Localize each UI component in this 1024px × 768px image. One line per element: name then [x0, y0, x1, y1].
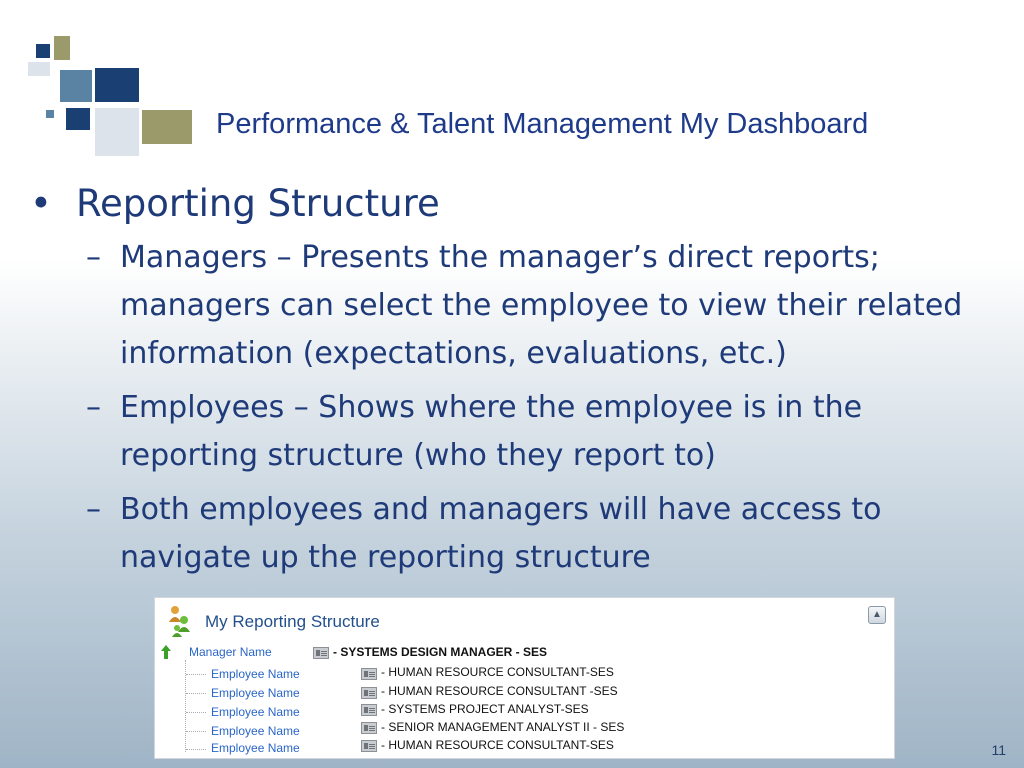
employee-name-link[interactable]: Employee Name — [211, 741, 300, 755]
people-icon — [167, 604, 193, 638]
employee-role: - HUMAN RESOURCE CONSULTANT-SES — [381, 665, 614, 679]
reporting-structure-panel — [154, 597, 895, 759]
employee-role: - SYSTEMS PROJECT ANALYST-SES — [381, 702, 589, 716]
tree-branch — [186, 749, 206, 751]
slide-title: Performance & Talent Management My Dashboard — [216, 108, 869, 140]
employee-role: - SENIOR MANAGEMENT ANALYST II - SES — [381, 720, 625, 734]
id-card-icon — [361, 722, 377, 734]
tree-branch — [186, 731, 206, 733]
bullet-text: Reporting Structure — [76, 182, 440, 225]
sub-bullet-marker: – — [86, 240, 101, 275]
panel-title: My Reporting Structure — [205, 612, 380, 631]
id-card-icon — [361, 704, 377, 716]
panel-header — [155, 598, 894, 638]
employee-name-link[interactable]: Employee Name — [211, 724, 300, 738]
main-bullet — [30, 180, 990, 228]
chevron-up-icon: ▲ — [872, 609, 882, 620]
sub-bullet-text: Managers – Presents the manager’s direct reports; managers can select the employee to view their related information (expectations, evaluations, etc.) — [120, 240, 963, 371]
up-arrow-icon[interactable] — [161, 645, 171, 659]
employee-name-link[interactable]: Employee Name — [211, 705, 300, 719]
slide-content — [30, 180, 990, 582]
employee-name-link[interactable]: Employee Name — [211, 686, 300, 700]
id-card-icon — [361, 740, 377, 752]
employee-role: - HUMAN RESOURCE CONSULTANT -SES — [381, 684, 618, 698]
sub-bullet-managers — [86, 234, 966, 378]
id-card-icon — [361, 687, 377, 699]
sub-bullet-marker: – — [86, 492, 101, 527]
tree-branch — [186, 693, 206, 695]
tree-branch — [186, 712, 206, 714]
logo-squares — [0, 0, 200, 160]
id-card-icon — [313, 647, 329, 659]
manager-role: - SYSTEMS DESIGN MANAGER - SES — [333, 645, 548, 659]
employee-role: - HUMAN RESOURCE CONSULTANT-SES — [381, 738, 614, 752]
id-card-icon — [361, 668, 377, 680]
sub-bullet-marker: – — [86, 390, 101, 425]
page-number: 11 — [991, 742, 1006, 758]
bullet-marker: • — [30, 182, 52, 225]
sub-bullet-text: Employees – Shows where the employee is in the reporting structure (who they report to) — [120, 390, 863, 473]
sub-bullet-employees — [86, 384, 966, 480]
sub-bullet-text: Both employees and managers will have access to navigate up the reporting structure — [120, 492, 882, 575]
collapse-button[interactable] — [868, 606, 886, 624]
sub-bullet-both — [86, 486, 966, 582]
manager-name-link[interactable]: Manager Name — [189, 645, 272, 659]
employee-name-link[interactable]: Employee Name — [211, 667, 300, 681]
tree-branch — [186, 674, 206, 676]
